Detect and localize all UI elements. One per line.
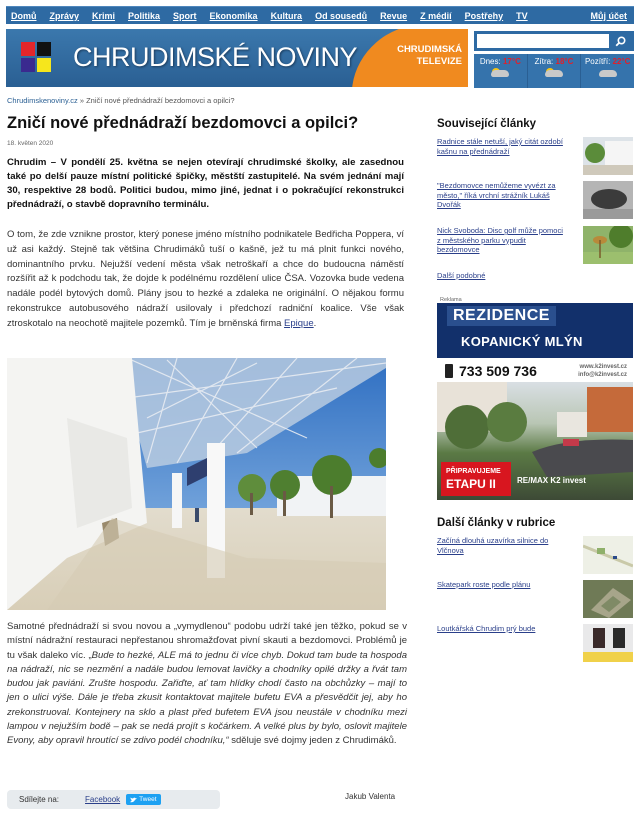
nav-item-tv[interactable]: TV	[516, 10, 528, 21]
account-link[interactable]: Můj účet	[590, 10, 627, 21]
ad-badge	[441, 462, 511, 496]
nav-item-zpravy[interactable]: Zprávy	[49, 10, 80, 21]
ad-badge-small: PŘIPRAVUJEME	[446, 468, 501, 475]
search-input[interactable]	[477, 34, 609, 48]
related-article-thumbnail[interactable]	[583, 181, 633, 219]
weather-widget	[474, 54, 634, 88]
ad-image	[437, 382, 633, 500]
related-article-thumbnail[interactable]	[583, 137, 633, 175]
paragraph-end: .	[313, 317, 317, 329]
weather-label: Zítra:	[534, 57, 554, 66]
rubric-article	[437, 624, 637, 668]
ad-contact	[437, 360, 633, 382]
advertisement-banner[interactable]	[437, 303, 633, 500]
related-article-link[interactable]: "Bezdomovce nemůžeme vyvézt za město," říká vrchní strážník Lukáš Dvořák	[437, 181, 556, 209]
weather-label: Dnes:	[479, 57, 501, 66]
breadcrumb	[7, 96, 235, 105]
breadcrumb-separator: »	[79, 96, 84, 105]
ad-badge-big: ETAPU II	[446, 477, 496, 491]
search-icon	[615, 36, 626, 47]
ad-website: www.k2invest.cz	[579, 364, 627, 370]
related-articles-heading: Související články	[437, 118, 537, 130]
tweet-label: Tweet	[139, 796, 157, 803]
facebook-share-link[interactable]: Facebook	[85, 795, 121, 804]
main-navigation	[6, 6, 634, 24]
nav-item-sport[interactable]: Sport	[173, 10, 197, 21]
tv-link[interactable]	[397, 44, 462, 68]
article-paragraph	[7, 228, 404, 332]
ad-sponsor-logos: RE/MAX K2 invest	[517, 476, 586, 485]
weather-temp: 17°C	[502, 57, 521, 66]
phone-icon	[445, 364, 453, 378]
weather-tomorrow	[528, 54, 582, 88]
ad-web	[578, 363, 627, 379]
nav-item-politika[interactable]: Politika	[128, 10, 161, 21]
article-paragraph	[7, 620, 407, 749]
rubric-article-link[interactable]: Loutkářská Chrudim prý bude	[437, 624, 536, 633]
paragraph-end: sděluje své dojmy jeden z Chrudimáků.	[228, 735, 397, 747]
paragraph-text: O tom, že zde vznikne prostor, který ponese jméno místního podnikatele Bedřicha Poppera, ví už asi každý. Stejně tak většina Chrudimáků tuší o kašně, jež tu má plnit funkci nového, dominantního prvku. Nejužší vedení města však netroškaří a chce do budoucna náměstí rozšířit až k podchodu tak, že dojde k podélnému rozdělení ulice ČSA. Vozovka bude vedena nadále podél bytových domů. Plány jsou to hezké a zdaleka ne originální. O nějakou formu rekonstrukce autobusového nádraží usilovaly i předchozí radniční koalice. Vše však ztroskotalo na neochotě majitele pozemků. Tím je brněnská firma	[7, 229, 404, 329]
ad-phone: 733 509 736	[459, 363, 537, 379]
nav-item-postrehy[interactable]: Postřehy	[464, 10, 504, 21]
weather-temp: 18°C	[555, 57, 574, 66]
ad-email: info@k2invest.cz	[578, 372, 627, 378]
rubric-article-thumbnail[interactable]	[583, 536, 633, 574]
related-article-thumbnail[interactable]	[583, 226, 633, 264]
related-article	[437, 137, 637, 181]
nav-item-krimi[interactable]: Krimi	[92, 10, 116, 21]
search-form	[474, 31, 634, 51]
search-button[interactable]	[609, 34, 631, 48]
article-author: Jakub Valenta	[345, 792, 396, 801]
rubric-article-thumbnail[interactable]	[583, 624, 633, 662]
rubric-article-link[interactable]: Začíná dlouhá uzavírka silnice do Vlčnova	[437, 536, 549, 555]
article-lead: Chrudim – V pondělí 25. května se nejen otevírají chrudimské školky, ale zasednou také po delší pauze místní politické špičky, městští zastupitelé. Na svém jednání mají 30, respektive 28 bodů. Politici budou, mimo jiné, jednat i o pokračující rekonstrukci přednádraží, o stavbě dopravního terminálu.	[7, 157, 404, 210]
nav-item-domu[interactable]: Domů	[11, 10, 37, 21]
reader-quote: Bude to hezké, ALE má to jednu či více chyb. Dokud tam bude ta hospoda na nádraží, nic se nezmění a nadále budou lemovat lavičky a chodníky opilé držky a řvát tam budou jak paviáni. Zrušte hospodu. Zařiďte, ať tam hlídky chodí často na obchůzky – mají to jen o ulici výše. Dále je třeba zkusit kontaktovat majitele bufetu EVA a přesvědčit jej, aby ho zrekonstruoval. Kontejnery na sklo a plast před bufetem EVA jsou neustále v chodníku mezi lampou v nejužším bodě – pak se nedá projít s kočárkem. A velké plus by bylo, oslovit majitele Evony, aby opravil hroutící se zdivo podél chodníku,“	[7, 649, 407, 747]
breadcrumb-current: Zničí nové přednádraží bezdomovci a opilci?	[86, 96, 235, 105]
breadcrumb-home[interactable]: Chrudimskenoviny.cz	[7, 96, 78, 105]
epique-link[interactable]: Epique	[284, 317, 314, 329]
rubric-article-thumbnail[interactable]	[583, 580, 633, 618]
more-related-link[interactable]: Další podobné	[437, 271, 486, 280]
nav-item-od-sousedu[interactable]: Od sousedů	[315, 10, 368, 21]
ad-title: REZIDENCE	[447, 306, 556, 326]
nav-item-z-medii[interactable]: Z médií	[420, 10, 452, 21]
cloud-icon	[581, 70, 634, 77]
twitter-icon	[130, 797, 137, 803]
related-article-link[interactable]: Nick Svoboda: Disc golf může pomoci z městského parku vypudit bezdomovce	[437, 226, 563, 254]
weather-label: Pozítří:	[584, 57, 611, 66]
nav-item-kultura[interactable]: Kultura	[270, 10, 303, 21]
rubric-article	[437, 536, 637, 580]
sun-cloud-icon	[474, 70, 527, 77]
sun-cloud-icon	[528, 70, 581, 77]
related-article	[437, 226, 637, 270]
site-banner[interactable]	[6, 29, 468, 87]
article-title: Zničí nové přednádraží bezdomovci a opilci?	[7, 114, 359, 132]
weather-temp: 22°C	[612, 57, 631, 66]
share-bar	[7, 790, 220, 809]
site-title: CHRUDIMSKÉ NOVINY	[73, 42, 358, 72]
ad-subtitle: KOPANICKÝ MLÝN	[461, 334, 583, 349]
rubric-article-link[interactable]: Skatepark roste podle plánu	[437, 580, 531, 589]
article-image	[7, 358, 386, 610]
rubric-articles-heading: Další články v rubrice	[437, 517, 556, 529]
tv-line2: TELEVIZE	[416, 56, 462, 67]
rubric-article	[437, 580, 637, 624]
related-article-link[interactable]: Radnice stále netuší, jaký citát ozdobí kašnu na přednádraží	[437, 137, 563, 156]
paragraph-text: Samotné přednádraží si svou novou a „vymydlenou“ podobu udrží také jen těžko, pokud se v místní nádražní restauraci nepřestanou shromažďovat pivní skauti a bezdomovci. Problémů je tu však daleko víc. „	[7, 621, 407, 661]
related-article	[437, 181, 637, 225]
tv-line1: CHRUDIMSKÁ	[397, 44, 462, 55]
tweet-button[interactable]	[126, 794, 160, 805]
nav-item-revue[interactable]: Revue	[380, 10, 408, 21]
weather-day-after	[581, 54, 634, 88]
share-label: Sdílejte na:	[19, 795, 60, 804]
ad-label: Reklama	[440, 297, 462, 303]
ad-header	[437, 303, 633, 358]
article-date: 18. květen 2020	[7, 140, 54, 147]
nav-item-ekonomika[interactable]: Ekonomika	[209, 10, 258, 21]
weather-today	[474, 54, 528, 88]
